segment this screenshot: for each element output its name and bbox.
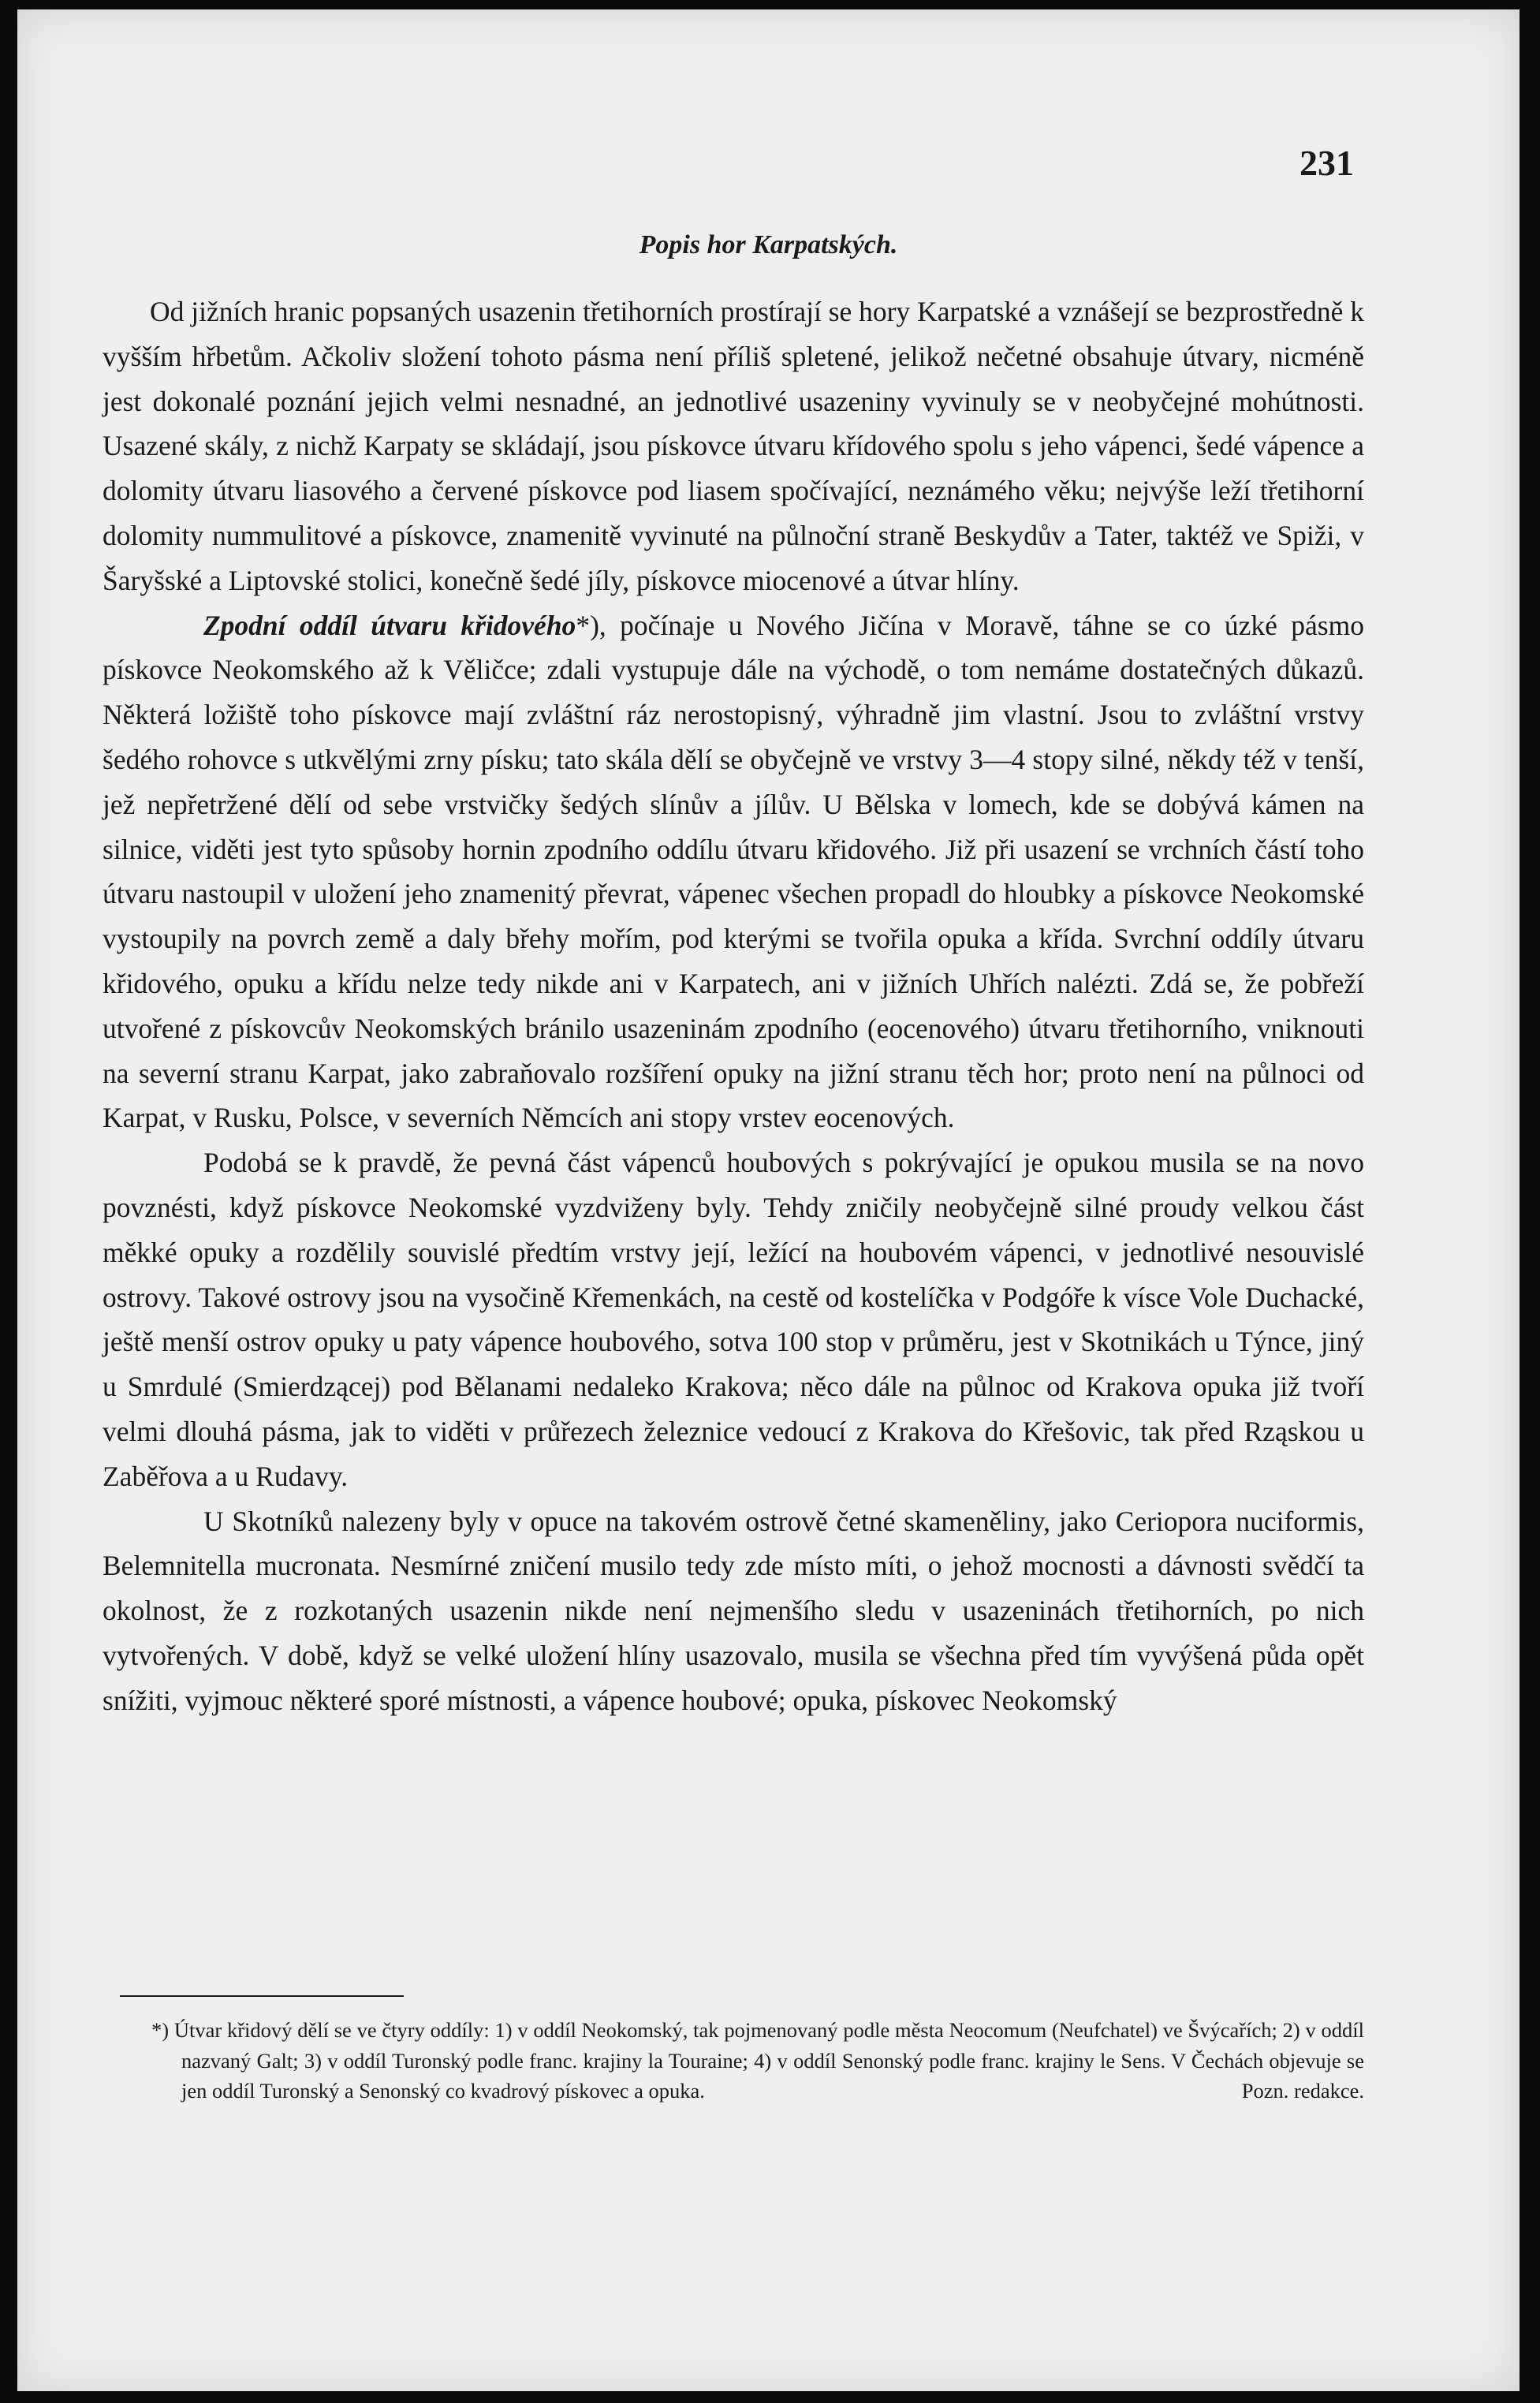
book-page — [17, 9, 1519, 2391]
paragraph: U Skotníků nalezeny byly v opuce na takovém ostrově četné skameněliny, jako Ceriopora nuciformis, Belemnitella mucronata. Nesmírné zničení musilo tedy zde místo míti, o jehož mocnosti a dávnosti svědčí ta okolnost, že z rozkotaných usazenin nikde není nejmenšího sledu v usazeninách třetihorních, po nich vytvořených. V době, když se velké uložení hlíny usazovalo, musila se všechna před tím vyvýšená půda opět snížiti, vyjmouc některé sporé místnosti, a vápence houbové; opuka, pískovec Neokomský — [103, 1505, 1364, 1716]
footnote-signature: Pozn. redakce. — [1241, 2079, 1364, 2103]
paragraph: Zpodní oddíl útvaru křidového*), počínaje u Nového Jičína v Moravě, táhne se co úzké pásmo pískovce Neokomského až k Věličce; zdali vystupuje dále na východě, o tom nemáme dostatečných důkazů. Některá ložiště toho pískovce mají zvláštní ráz nerostopisný, výhradně jim vlastní. Jsou to zvláštní vrstvy šedého rohovce s utkvělými zrny písku; tato skála dělí se obyčejně ve vrstvy 3—4 stopy silné, někdy též v tenší, jež nepřetržené dělí od sebe vrstvičky šedých slínův a jílův. U Bělska v lomech, kde se dobývá kámen na silnice, viděti jest tyto spůsoby hornin zpodního oddílu útvaru křidového. Již při usazení se vrchních částí toho útvaru nastoupil v uložení jeho znamenitý převrat, vápenec všechen propadl do hloubky a pískovce Neokomské vystoupily na povrch země a daly břehy mořím, pod kterými se tvořila opuka a křída. Svrchní oddíly útvaru křidového, opuku a křídu nelze tedy nikde ani v Karpatech, ani v jižních Uhřích nalézti. Zdá se, že pobřeží utvořené z pískovcův Neokomských bránilo usazeninám zpodního (eocenového) útvaru třetihorního, vniknouti na severní stranu Karpat, jako zabraňovalo rozšíření opuky na jižní stranu těch hor; proto není na půlnoci od Karpat, v Rusku, Polsce, v severních Němcích ani stopy vrstev eocenových. — [103, 609, 1364, 1134]
paragraph: Podobá se k pravdě, že pevná část vápenců houbových s pokrývající je opukou musila se na novo povznésti, když pískovce Neokomské vyzdviženy byly. Tehdy zničily neobyčejně silné proudy velkou část měkké opuky a rozdělily souvislé předtím vrstvy její, ležící na houbovém vápenci, v jednotlivé nesouvislé ostrovy. Takové ostrovy jsou na vysočině Křemenkách, na cestě od kostelíčka v Podgóře k vísce Vole Duchacké, ještě menší ostrov opuky u paty vápence houbového, sotva 100 stop v průměru, jest v Skotnikách u Týnce, jiný u Smrdulé (Smierdzącej) pod Bělanami nedaleko Krakova; něco dále na půlnoc od Krakova opuka již tvoří velmi dlouhá pásma, jak to viděti v průřezech železnice vedoucí z Krakova do Křešovic, tak před Rząskou u Zaběřova a u Rudavy. — [103, 1147, 1364, 1492]
running-title: Popis hor Karpatských. — [639, 230, 898, 259]
footnote — [103, 2015, 1364, 2106]
main-text — [103, 289, 1364, 1723]
footnote-text: *) Útvar křidový dělí se ve čtyry oddíly: 1) v oddíl Neokomský, tak pojmenovaný podle města Neocomum (Neufchatel) ve Švýcařích; 2) v oddíl nazvaný Galt; 3) v oddíl Turonský podle franc. krajiny la Touraine; 4) v oddíl Senonský podle franc. krajiny le Sens. V Čechách objevuje se jen oddíl Turonský a Senonský co kvadrový pískovec a opuka. — [151, 2018, 1364, 2103]
footnote-divider — [120, 1995, 404, 1997]
paragraph: Od jižních hranic popsaných usazenin třetihorních prostírají se hory Karpatské a vznášejí se bezprostředně k vyšším hřbetům. Ačkoliv složení tohoto pásma není příliš spletené, jelikož nečetné obsahuje útvary, nicméně jest dokonalé poznání jejich velmi nesnadné, an jednotlivé usazeniny vyvinuly se v neobyčejné mohútnosti. Usazené skály, z nichž Karpaty se skládají, jsou pískovce útvaru křídového spolu s jeho vápenci, šedé vápence a dolomity útvaru liasového a červené pískovce pod liasem spočívající, neznámého věku; nejvýše leží třetihorní dolomity nummulitové a pískovce, znamenitě vyvinuté na půlnoční straně Beskydův a Tater, taktéž ve Spiži, v Šaryšské a Liptovské stolici, konečně šedé jíly, pískovce miocenové a útvar hlíny. — [103, 296, 1364, 596]
page-number: 231 — [1299, 143, 1354, 183]
italic-lead: Zpodní oddíl útvaru křidového — [203, 609, 576, 641]
